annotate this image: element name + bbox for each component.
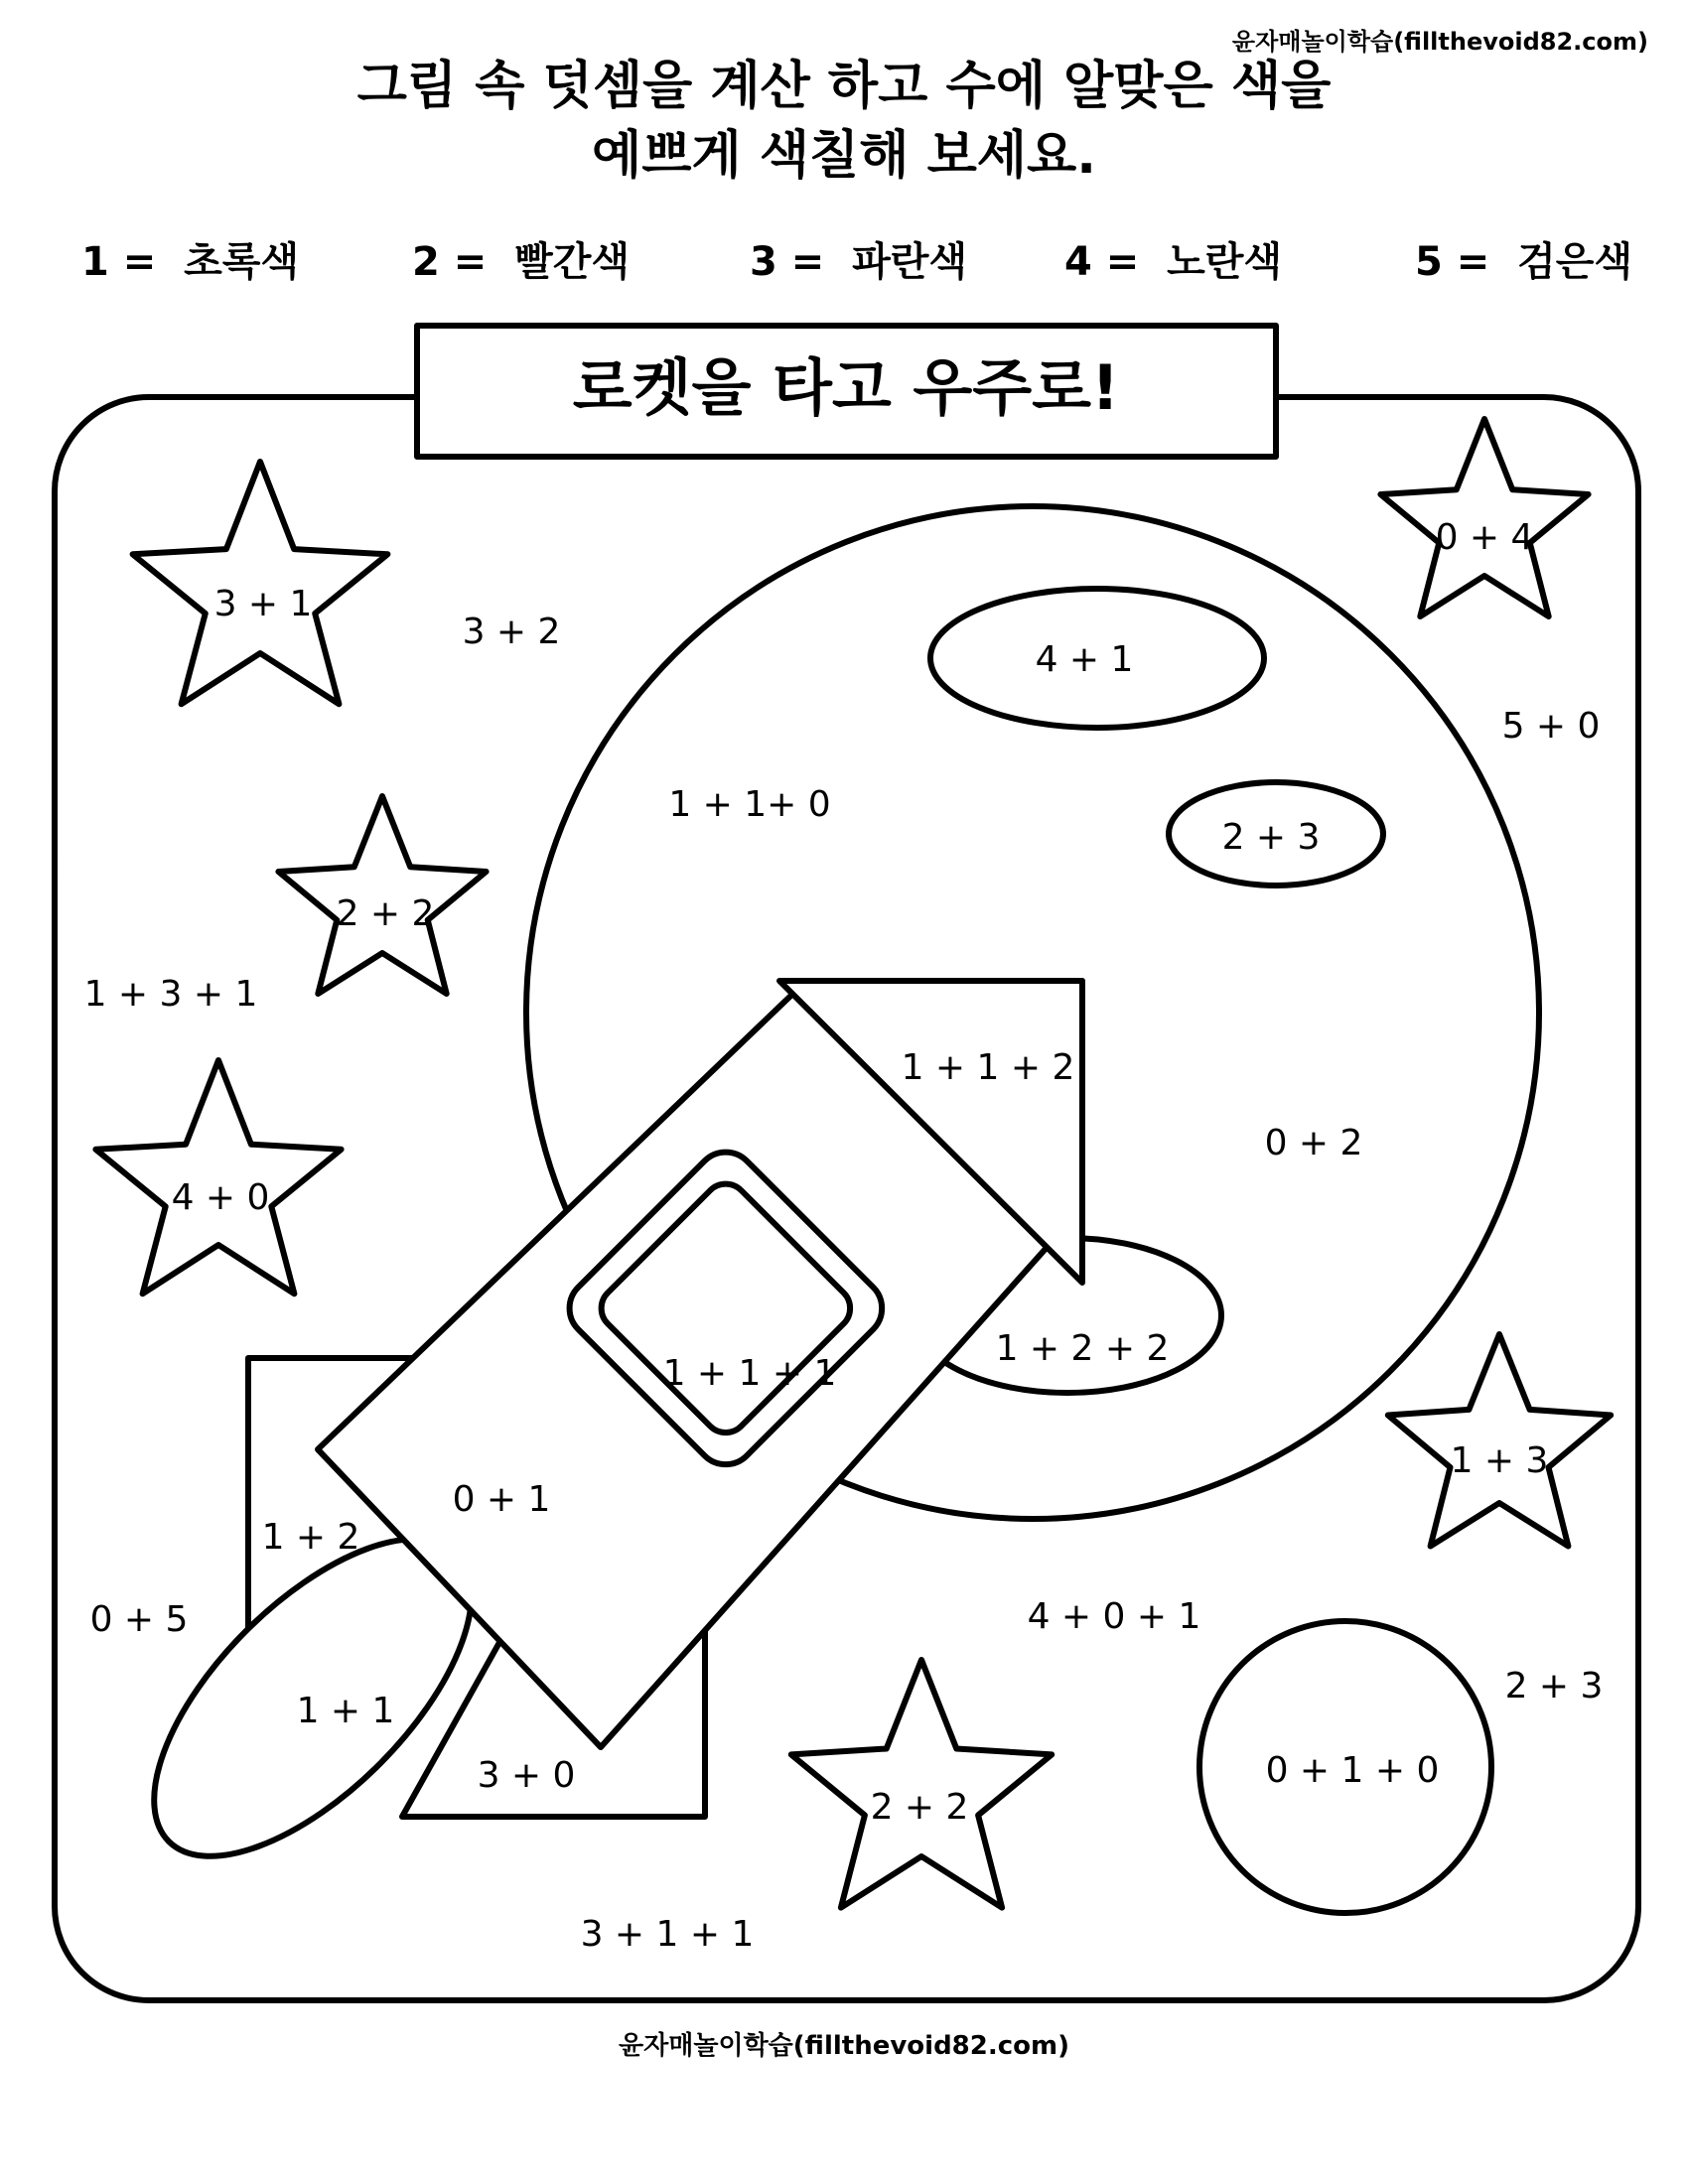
legend-number: 2 xyxy=(412,239,440,285)
planet-body-label: 1 + 1+ 0 xyxy=(668,784,831,825)
legend-color-name: 검은색 xyxy=(1517,239,1633,285)
legend-color-name: 초록색 xyxy=(184,239,300,285)
legend-item-yellow: 4 = 노란색 xyxy=(1064,239,1283,285)
rocket-left-fin-label: 1 + 2 xyxy=(261,1517,360,1558)
picture-title: 로켓을 타고 우주로! xyxy=(572,351,1120,424)
legend-item-black: 5 = 검은색 xyxy=(1415,239,1633,285)
rocket-nose-label: 1 + 1 + 2 xyxy=(901,1047,1075,1088)
legend-color-name: 파란색 xyxy=(852,239,968,285)
small-planet-label: 0 + 1 + 0 xyxy=(1265,1750,1440,1791)
header-credit: 윤자매놀이학습(fillthevoid82.com) xyxy=(1231,28,1648,56)
legend-color-name: 빨간색 xyxy=(514,239,631,285)
rocket-window-label: 1 + 1 + 1 xyxy=(662,1353,837,1394)
star-label: 0 + 4 xyxy=(1435,517,1534,558)
rocket-body-label: 0 + 1 xyxy=(452,1479,551,1520)
legend-item-green: 1 = 초록색 xyxy=(81,239,300,285)
star-label: 1 + 3 xyxy=(1450,1440,1549,1481)
sky-label: 1 + 3 + 1 xyxy=(83,974,258,1015)
star-label: 3 + 1 xyxy=(213,584,313,624)
sky-label: 2 + 3 xyxy=(1504,1666,1604,1706)
planet-right-label: 0 + 2 xyxy=(1264,1123,1363,1163)
star-label: 2 + 2 xyxy=(336,893,435,934)
sky-label: 3 + 1 + 1 xyxy=(580,1914,755,1955)
star-label: 2 + 2 xyxy=(870,1787,969,1828)
legend-item-red: 2 = 빨간색 xyxy=(412,239,631,285)
instruction-title-line2: 예쁘게 색칠해 보세요. xyxy=(591,126,1097,186)
crater-top-label: 4 + 1 xyxy=(1035,639,1134,680)
rocket-exhaust-label: 1 + 1 xyxy=(296,1691,395,1731)
legend-item-blue: 3 = 파란색 xyxy=(750,239,968,285)
legend-number: 5 xyxy=(1415,239,1443,285)
legend-number: 4 xyxy=(1064,239,1092,285)
sky-label: 3 + 2 xyxy=(462,612,561,652)
star-label: 4 + 0 xyxy=(171,1177,270,1218)
crater-mid-label: 2 + 3 xyxy=(1221,817,1321,858)
instruction-title-line1: 그림 속 덧셈을 계산 하고 수에 알맞은 색을 xyxy=(356,57,1332,116)
legend-number: 3 xyxy=(750,239,777,285)
sky-label: 5 + 0 xyxy=(1501,706,1601,747)
rocket-bottom-fin-label: 3 + 0 xyxy=(477,1755,576,1796)
sky-label: 4 + 0 + 1 xyxy=(1027,1596,1201,1637)
footer-credit: 윤자매놀이학습(fillthevoid82.com) xyxy=(618,2031,1069,2061)
sky-label: 0 + 5 xyxy=(89,1599,189,1640)
legend-number: 1 xyxy=(81,239,109,285)
legend-color-name: 노란색 xyxy=(1167,239,1283,285)
crater-bottom-label: 1 + 2 + 2 xyxy=(995,1328,1170,1369)
